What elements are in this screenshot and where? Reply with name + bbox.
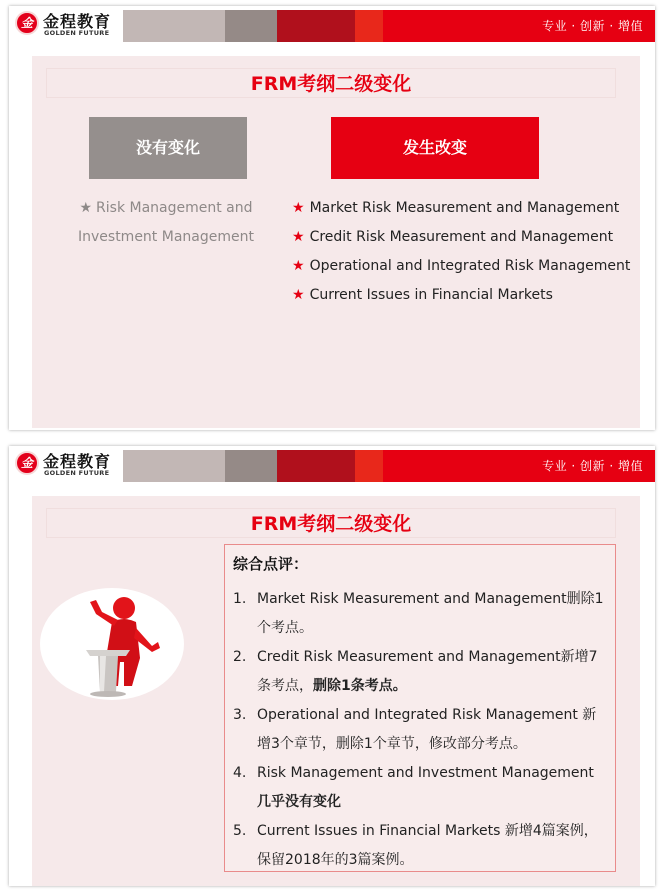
list-item [233, 585, 605, 643]
slide-1 [9, 6, 655, 430]
slide-title: FRM考纲二级变化 [46, 68, 616, 98]
item-emphasis: 删除1条考点。 [313, 678, 407, 694]
logo-emblem-icon: 金 [15, 11, 39, 35]
review-title: 综合点评： [233, 555, 309, 573]
list-item [292, 252, 642, 281]
logo-name-cn: 金程教育 [43, 452, 112, 471]
speaker-figure-icon [40, 588, 184, 700]
star-icon: ★ [292, 200, 305, 216]
list-item [292, 223, 642, 252]
item-text: Operational and Integrated Risk Management 新增3个章节，删除1个章节，修改部分考点。 [257, 707, 597, 752]
item-number: 3. [233, 707, 247, 723]
speaker-at-podium-icon [40, 588, 184, 700]
review-box [224, 544, 616, 872]
item-text: Risk Management and Investment Management [257, 765, 594, 781]
list-item [233, 701, 605, 759]
header-bar [9, 446, 655, 482]
header-stripe [123, 10, 225, 42]
list-item: Risk Management and Investment Management [78, 200, 254, 245]
slogan: 专业 · 创新 · 增值 [542, 459, 643, 473]
list-item-text: Current Issues in Financial Markets [309, 287, 553, 303]
item-number: 4. [233, 765, 247, 781]
list-item [233, 817, 605, 875]
list-item [233, 643, 605, 701]
list-item-text: Credit Risk Measurement and Management [309, 229, 614, 245]
header-stripe [355, 10, 383, 42]
item-number: 2. [233, 649, 247, 665]
logo-name-en: GOLDEN FUTURE [44, 469, 110, 477]
list-item [292, 281, 642, 310]
item-number: 5. [233, 823, 247, 839]
review-list [233, 585, 605, 875]
list-item [233, 759, 605, 817]
logo-name-en: GOLDEN FUTURE [44, 29, 110, 37]
header-stripe [225, 450, 277, 482]
changed-list [292, 194, 642, 310]
no-change-label: 没有变化 [89, 117, 247, 179]
list-item-text: Market Risk Measurement and Management [309, 200, 620, 216]
slogan: 专业 · 创新 · 增值 [542, 19, 643, 33]
item-text: Current Issues in Financial Markets 新增4篇案例，保留2018年的3篇案例。 [257, 823, 598, 868]
logo [9, 6, 121, 42]
header-stripe [225, 10, 277, 42]
changed-label: 发生改变 [331, 117, 539, 179]
list-item [292, 194, 642, 223]
star-icon: ★ [79, 200, 93, 216]
logo-name-cn: 金程教育 [43, 12, 112, 31]
list-item-text: Operational and Integrated Risk Management [309, 258, 631, 274]
content-panel [32, 496, 640, 886]
item-text: Credit Risk Measurement and Management新增7条考点， [257, 649, 598, 694]
logo [9, 446, 121, 482]
header-stripe [355, 450, 383, 482]
star-icon: ★ [292, 287, 305, 303]
star-icon: ★ [292, 258, 305, 274]
slide-2 [9, 446, 655, 886]
item-emphasis: 几乎没有变化 [257, 794, 341, 810]
logo-emblem-icon: 金 [15, 451, 39, 475]
star-icon: ★ [292, 229, 305, 245]
header-stripe [277, 10, 355, 42]
header-bar [9, 6, 655, 42]
no-change-list [72, 194, 260, 252]
header-stripe [277, 450, 355, 482]
item-number: 1. [233, 591, 247, 607]
header-stripe [123, 450, 225, 482]
slide-title: FRM考纲二级变化 [46, 508, 616, 538]
item-text: Market Risk Measurement and Management删除1个考点。 [257, 591, 604, 636]
content-panel [32, 56, 640, 428]
